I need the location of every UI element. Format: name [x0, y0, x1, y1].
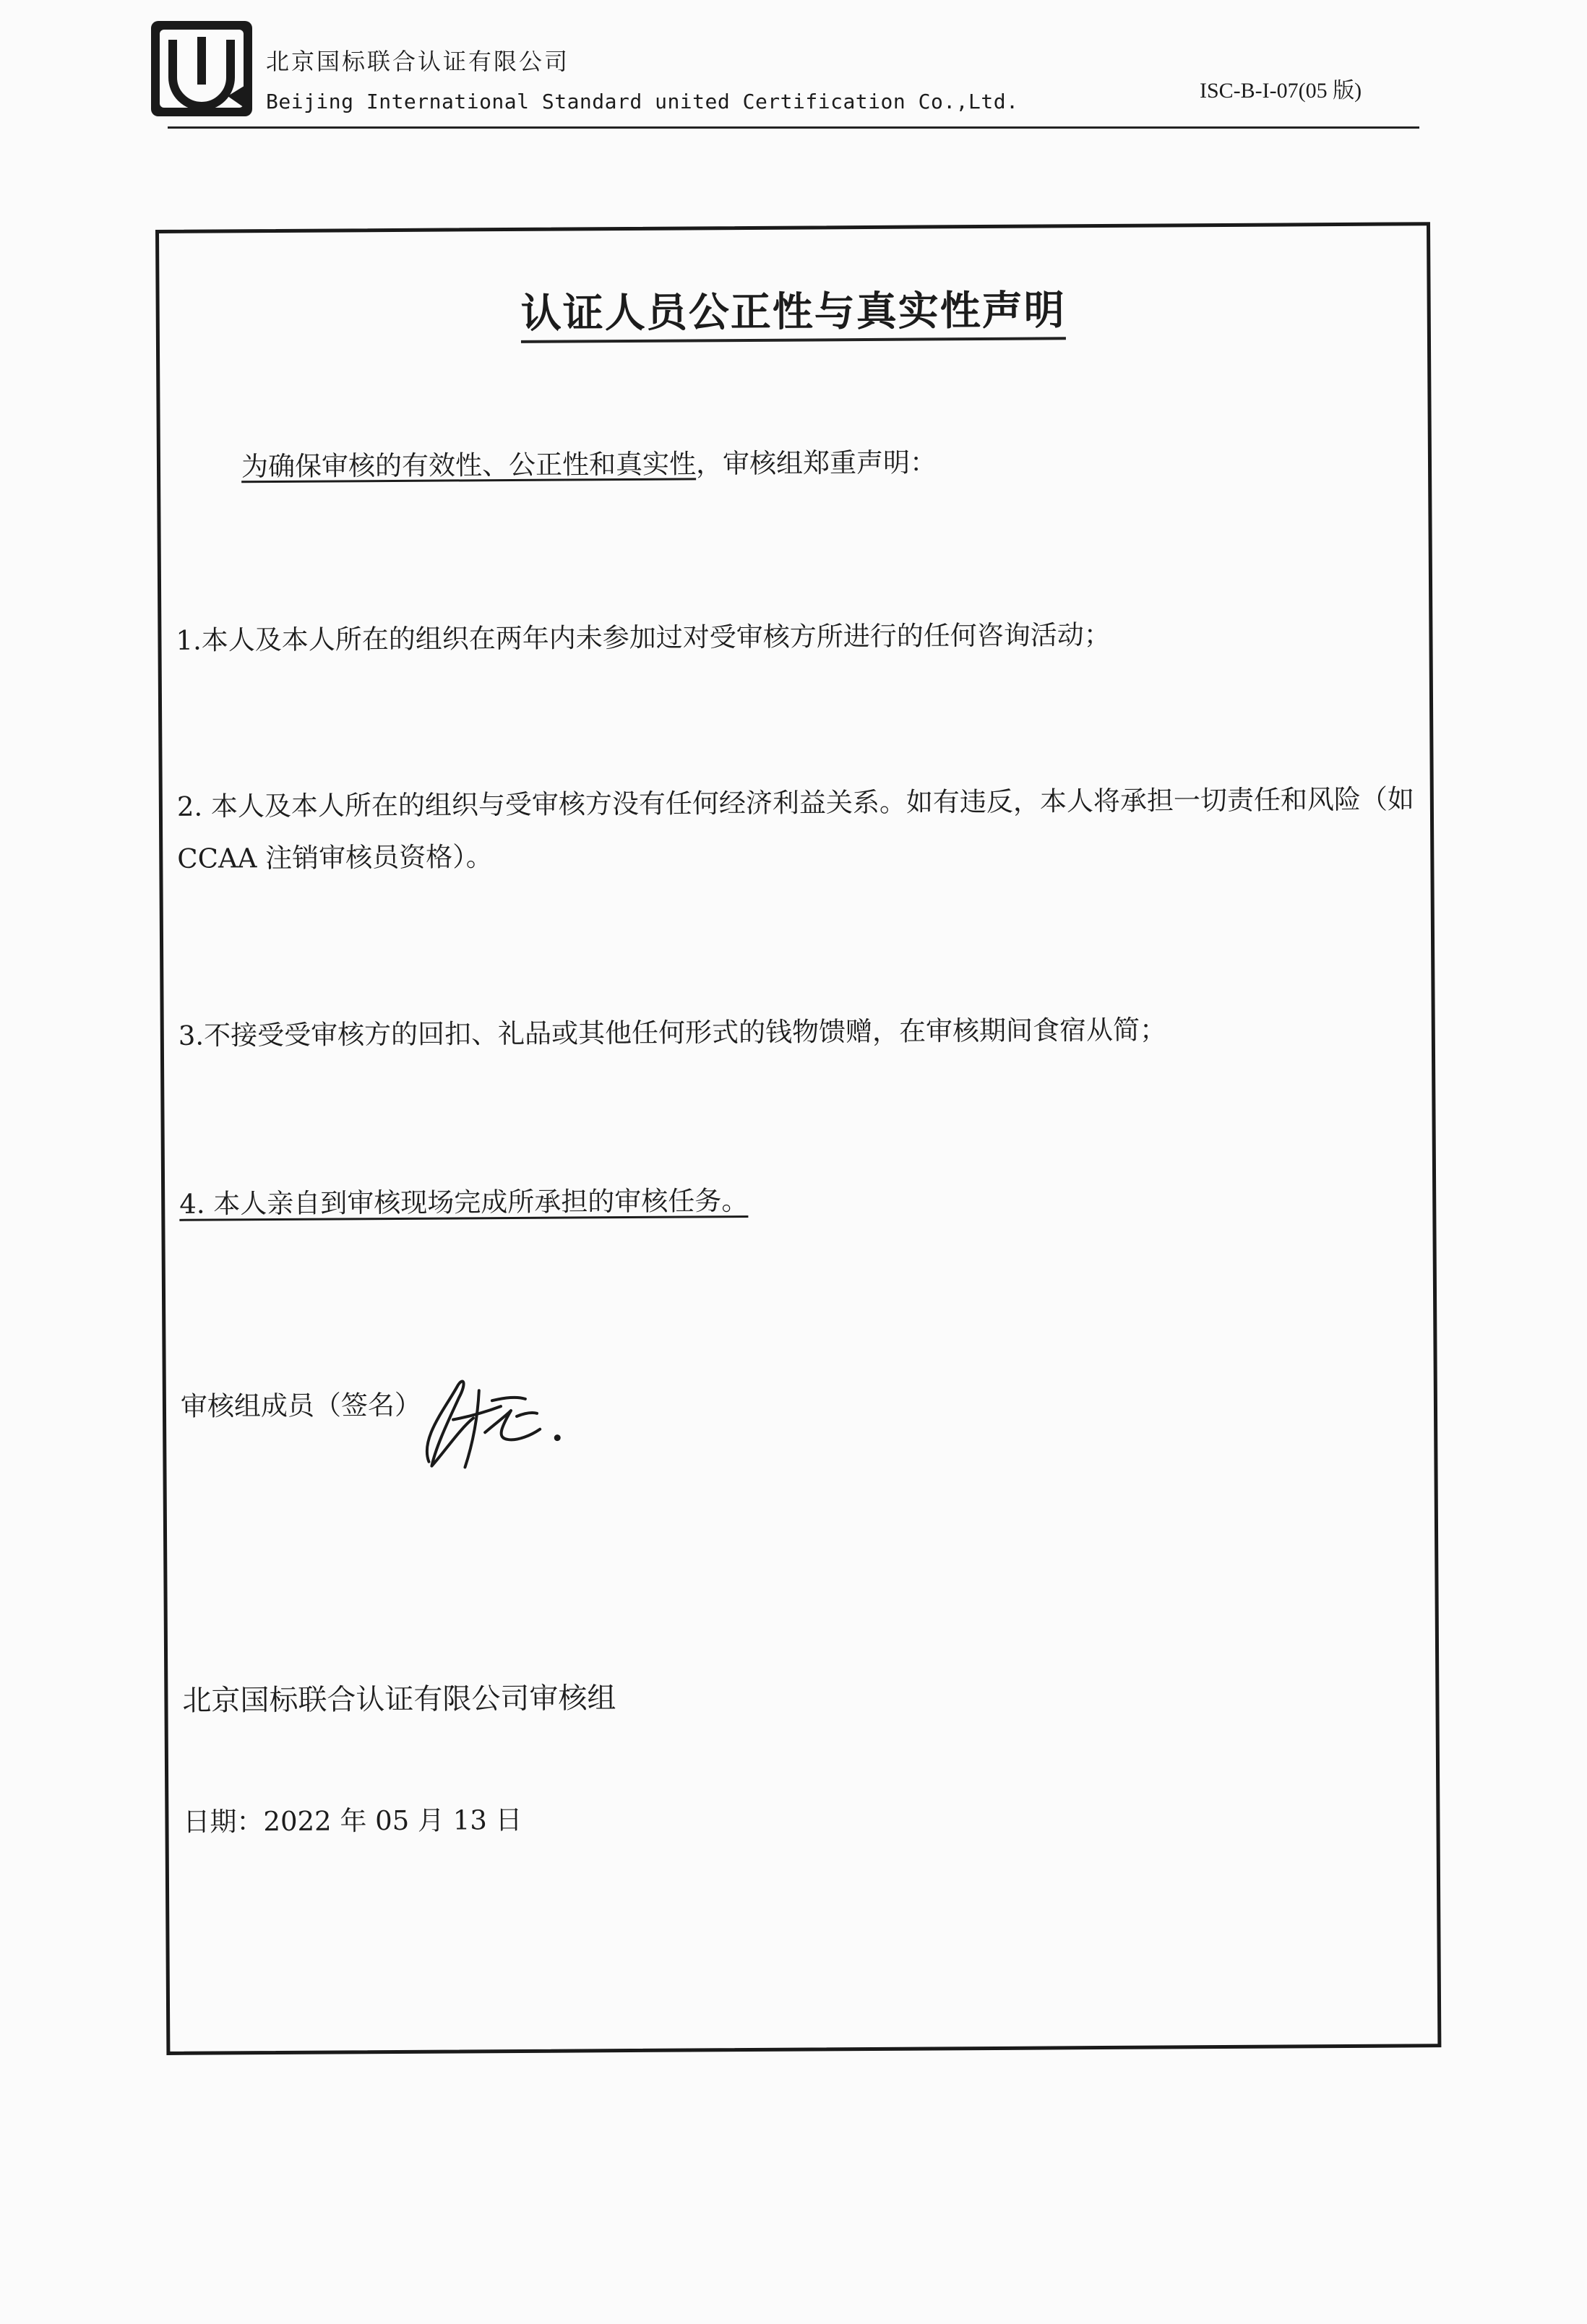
- date-line: 日期：2022 年 05 月 13 日: [183, 1804, 522, 1838]
- form-code: ISC-B-I-07(05 版): [1200, 79, 1362, 103]
- audit-team-org: 北京国标联合认证有限公司审核组: [182, 1682, 616, 1718]
- document-title-wrap: [159, 276, 1427, 342]
- declaration-item-3: 3.不接受受审核方的回扣、礼品或其他任何形式的钱物馈赠，在审核期间食宿从简；: [178, 1014, 1167, 1051]
- intro-rest-text: ，审核组郑重声明：: [695, 447, 937, 480]
- isc-logo-icon: [148, 18, 255, 119]
- company-name-cn: 北京国标联合认证有限公司: [266, 48, 570, 75]
- handwritten-signature-icon: [416, 1365, 575, 1481]
- intro-paragraph: [241, 434, 937, 495]
- declaration-item-2: 2. 本人及本人所在的组织与受审核方没有任何经济利益关系。如有违反，本人将承担一切责任和风险（如 CCAA 注销审核员资格）。: [176, 783, 1415, 874]
- declaration-item-1: 1.本人及本人所在的组织在两年内未参加过对受审核方所进行的任何咨询活动；: [176, 619, 1111, 656]
- declaration-form: [155, 222, 1441, 2055]
- document-title: 认证人员公正性与真实性声明: [521, 287, 1066, 343]
- letterhead: [0, 0, 1587, 137]
- company-name-en: Beijing International Standard united Certification Co.,Ltd.: [266, 90, 1019, 113]
- intro-underlined-text: 为确保审核的有效性、公正性和真实性: [241, 448, 697, 483]
- header-divider: [168, 126, 1419, 129]
- declaration-item-4: 4. 本人亲自到审核现场完成所承担的审核任务。: [179, 1185, 749, 1220]
- signature-label: 审核组成员（签名）: [180, 1389, 422, 1422]
